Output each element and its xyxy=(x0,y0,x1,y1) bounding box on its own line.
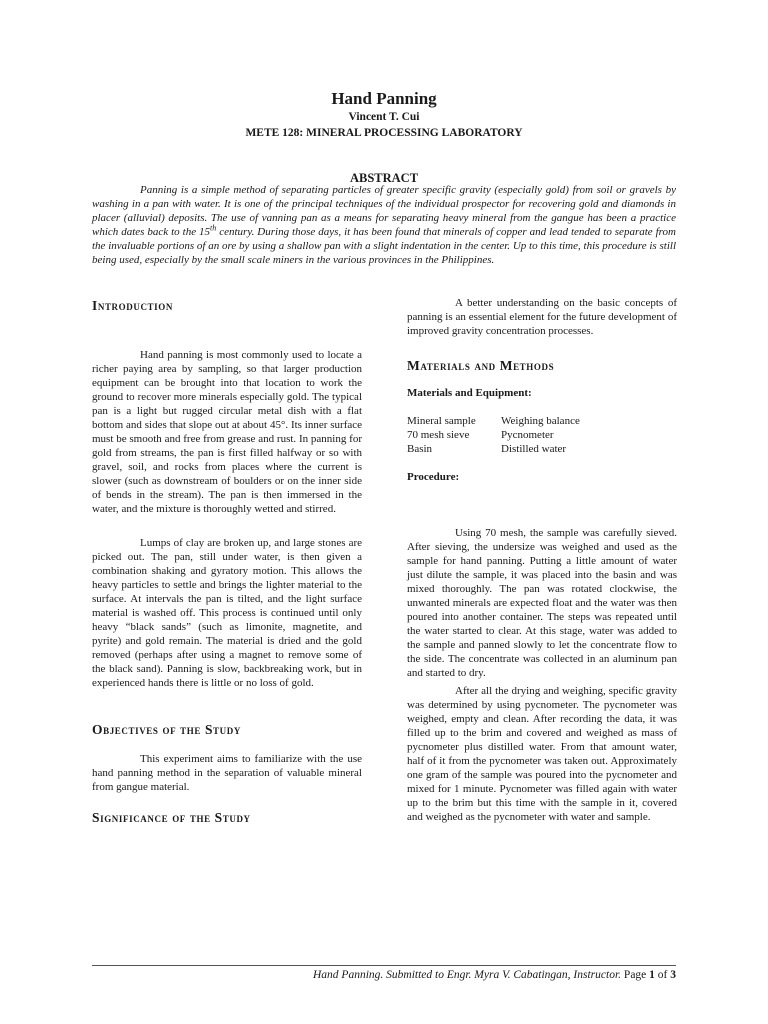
objectives-heading: Objectives of the Study xyxy=(92,722,241,737)
footer-of-word: of xyxy=(657,969,668,981)
document-title: Hand Panning xyxy=(331,89,437,108)
equipment-row xyxy=(407,442,580,456)
abstract-heading: ABSTRACT xyxy=(349,171,419,185)
equipment-item: Basin xyxy=(407,443,433,455)
introduction-paragraph-1: Hand panning is most commonly used to locate a richer paying area by sampling, so that larger production equipment can be brought into that location to work the ground to recover more minerals especially gold. The typical pan is a light but rugged circular metal dish with a flat bottom and sides that slope out at about 45°. Its inner surface must be smooth and free from grease and rust. In panning for gold from streams, the pan is first filled halfway or so with gravel, soil, and rocks from places where the current is slower (such as downstream of boulders or on the inner side of bends in the stream). The pan is then immersed in the water, and the mixture is thoroughly wetted and stirred. xyxy=(92,349,362,515)
footer-submission: Hand Panning. Submitted to Engr. Myra V. Cabatingan, Instructor. xyxy=(312,969,622,981)
abstract-text-part1: Panning is a simple method of separating particles of greater specific gravity (especially gold) from soil or gravels by washing in a pan with water. It is one of the principal techniques of the individual prospector for recovering gold and diamonds in placer (alluvial) deposits. The use of vanning pan as a means for separating heavy mineral from the gangue has been a practice which dates back to the 15 xyxy=(92,184,676,238)
equipment-item: Mineral sample xyxy=(407,415,476,427)
equipment-item: Distilled water xyxy=(501,443,567,455)
abstract-text xyxy=(92,183,676,267)
author-name: Vincent T. Cui xyxy=(348,111,420,123)
footer-page-total: 3 xyxy=(670,969,676,981)
equipment-row xyxy=(407,428,580,442)
title-block xyxy=(0,88,768,141)
equipment-item: 70 mesh sieve xyxy=(407,429,470,441)
equipment-row xyxy=(407,414,580,428)
significance-paragraph: A better understanding on the basic concepts of panning is an essential element for the future development of improved gravity concentration processes. xyxy=(407,297,677,337)
introduction-paragraph-2: Lumps of clay are broken up, and large stones are picked out. The pan, still under water, is then given a combination shaking and gyratory motion. This allows the heavy particles to settle and brings the lighter material to the surface. At intervals the pan is tilted, and the light surface material is washed off. This process is continued until only heavy “black sands” (such as limonite, magnetite, and pyrite) and gold remain. The material is dried and the gold removed (perhaps after using a magnet to remove some of the black sand). Panning is slow, backbreaking work, but in experienced hands there is little or no loss of gold. xyxy=(92,537,362,689)
footer-divider xyxy=(92,965,676,966)
footer-page-number: 1 xyxy=(649,969,655,981)
procedure-heading: Procedure: xyxy=(407,471,460,483)
equipment-list xyxy=(407,414,580,456)
materials-methods-heading: Materials and Methods xyxy=(407,358,555,373)
abstract-text-part2: century. During those days, it has been found that minerals of copper and lead tended to separate from the invaluable portions of an ore by using a shallow pan with a slight indentation in the center. Up to this time, this procedure is still being used, especially by the small scale miners in the various provinces in the Philippines. xyxy=(92,226,676,266)
left-column xyxy=(92,296,362,828)
procedure-paragraph-1: Using 70 mesh, the sample was carefully sieved. After sieving, the undersize was weighed and used as the sample for hand panning. Putting a little amount of water just dilute the sample, it was placed into the basin and was mixed thoroughly. The pan was rotated clockwise, the unwanted minerals are expected float and the water was then poured into another container. The steps was repeated until the water started to clear. At this stage, water was added to the sample and panned slowly to let the concentrate flow to the side. The concentrate was collected in an aluminum pan and started to dry. xyxy=(407,527,677,679)
objectives-paragraph: This experiment aims to familiarize with the use hand panning method in the separation of valuable mineral from gangue material. xyxy=(92,753,362,793)
materials-equipment-heading: Materials and Equipment: xyxy=(407,387,532,399)
significance-heading: Significance of the Study xyxy=(92,810,251,825)
equipment-item: Weighing balance xyxy=(501,415,580,427)
equipment-item: Pycnometer xyxy=(501,429,554,441)
abstract-superscript: th xyxy=(210,223,217,233)
procedure-paragraph-2: After all the drying and weighing, specific gravity was determined by using pycnometer. The pycnometer was weighed, empty and clean. After recording the data, it was filled up to the brim and covered and weighed as mass of pycnometer plus distilled water. From that amount water, half of it from the pycnometer was taken out. Approximately one gram of the sample was poured into the pycnometer and mixed for 1 minute. Pycnometer was filled again with water up to the brim but this time with the sample in it, covered and weighed as the pycnometer with water and sample. xyxy=(407,685,677,823)
introduction-heading: Introduction xyxy=(92,298,173,313)
course-title: METE 128: MINERAL PROCESSING LABORATORY xyxy=(245,127,523,139)
footer-page-word: Page xyxy=(623,969,647,981)
page-footer xyxy=(92,968,676,983)
right-column xyxy=(407,296,677,824)
